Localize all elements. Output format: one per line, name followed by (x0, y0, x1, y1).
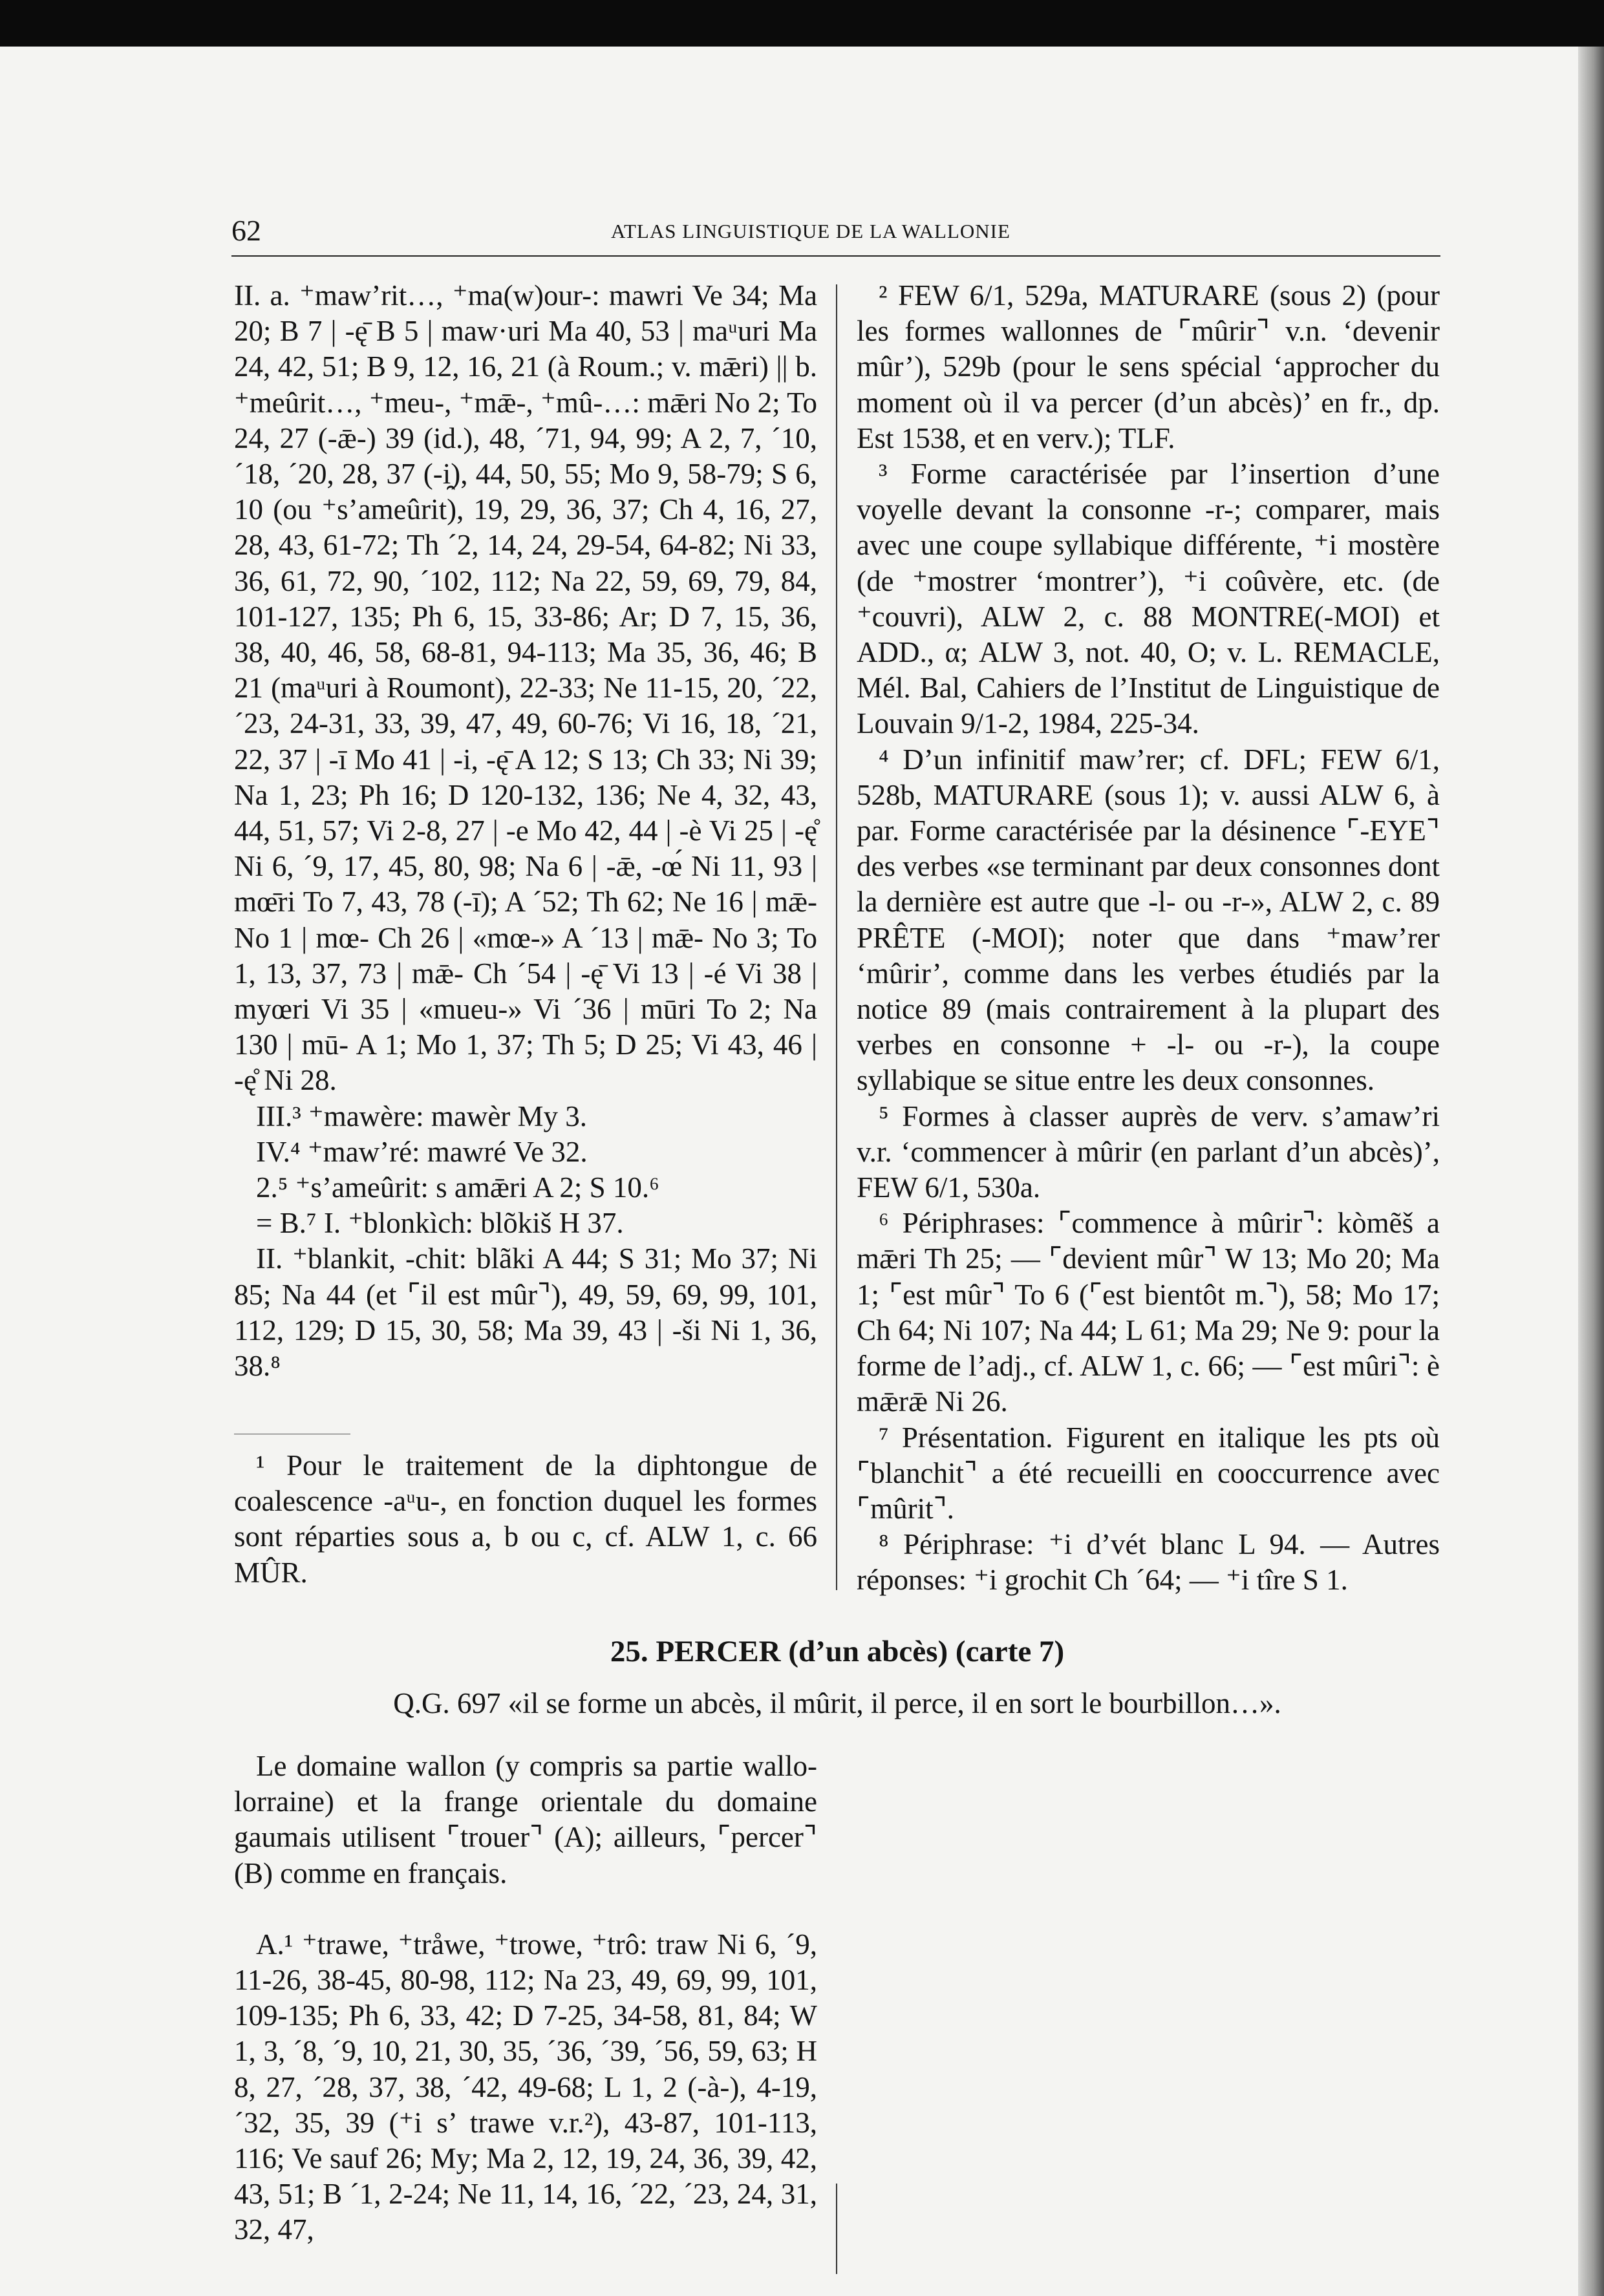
right-column-notes (857, 278, 1440, 1597)
page-number: 62 (231, 214, 261, 247)
section-question: Q.G. 697 «il se forme un abcès, il mûrit, il perce, il en sort le bourbillon…». (393, 1687, 1281, 1719)
entry-iii: III.³ ⁺mawère: mawèr My 3. (256, 1100, 588, 1132)
scan-top-border (0, 0, 1604, 47)
entry-2: 2.⁵ ⁺s’ameûrit: s amǣri A 2; S 10.⁶ (256, 1171, 659, 1204)
note-5: ⁵ Formes à classer auprès de verv. s’amaw’ri v.r. ‘commencer à mûrir (en parlant d’un abcès)’, FEW 6/1, 530a. (857, 1100, 1440, 1204)
section-entry-a: A.¹ ⁺trawe, ⁺tråwe, ⁺trowe, ⁺trô: traw Ni 6, ´9, 11-26, 38-45, 80-98, 112; Na 23, 49, 69, 99, 101, 109-135; Ph 6, 33, 42; D 7-25, 34-58, 81, 84; W 1, 3, ´8, ´9, 10, 21, 30, 35, ´36, ´39, ´56, 59, 63; H 8, 27, ´28, 37, 38, ´42, 49-68; L 1, 2 (-à-), 4-19, ´32, 35, 39 (⁺i s’ trawe v.r.²), 43-87, 101-113, 116; Ve sauf 26; My; Ma 2, 12, 19, 24, 36, 39, 42, 43, 51; B ´1, 2-24; Ne 11, 14, 16, ´22, ´23, 24, 31, 32, 47, (234, 1928, 817, 2246)
section-right-column (857, 1749, 1440, 2279)
note-4: ⁴ D’un infinitif maw’rer; cf. DFL; FEW 6/1, 528b, MATURARE (sous 1); v. aussi ALW 6, à par. Forme caractérisée par la désinence ⌜-EYE⌝ des verbes «se terminant par deux consonnes dont la dernière est autre que -l- ou -r-», ALW 2, c. 89 PRÊTE (-MOI); noter que dans ⁺maw’rer ‘mûrir’, comme dans les verbes étudiés par la notice 89 (mais contrairement à la plupart des verbes en consonne + -l- ou -r-), la coupe syllabique se situe entre les deux consonnes. (857, 743, 1440, 1097)
entry-b-i: = B.⁷ I. ⁺blonkìch: blõkiš H 37. (256, 1207, 624, 1240)
note-8: ⁸ Périphrase: ⁺i d’vét blanc L 94. — Autres réponses: ⁺i grochit Ch ´64; — ⁺i tîre S 1. (857, 1528, 1440, 1597)
note-7: ⁷ Présentation. Figurent en italique les pts où ⌜blanchit⌝ a été recueilli en cooccurrence avec ⌜mûrit⌝. (857, 1421, 1440, 1525)
left-column-entries (234, 278, 817, 1429)
column-divider (836, 2184, 837, 2274)
note-3: ³ Forme caractérisée par l’insertion d’une voyelle devant la consonne -r-; comparer, mais avec une coupe syllabique différente, ⁺i mostère (de ⁺mostrer ‘montrer’), ⁺i coûvère, etc. (de ⁺couvri), ALW 2, c. 88 MONTRE(-MOI) et ADD., α; ALW 3, not. 40, O; v. L. REMACLE, Mél. Bal, Cahiers de l’Institut de Linguistique de Louvain 9/1-2, 1984, 225-34. (857, 458, 1440, 740)
column-divider (836, 284, 837, 1590)
entry-ii: II. a. ⁺maw’rit…, ⁺ma(w)our-: mawri Ve 34; Ma 20; B 7 | -ę̄ B 5 | maw·uri Ma 40, 53 | maᵘuri Ma 24, 42, 51; B 9, 12, 16, 21 (à Roum.; v. mǣri) || b. ⁺meûrit…, ⁺meu-, ⁺mǣ-, ⁺mû-…: mǣri No 2; To 24, 27 (-ǣ-) 39 (id.), 48, ´71, 94, 99; A 2, 7, ´10, ´18, ´20, 28, 37 (-i̯), 44, 50, 55; Mo 9, 58-79; S 6, 10 (ou ⁺s’ameûrit), 19, 29, 36, 37; Ch 4, 16, 27, 28, 43, 61-72; Th ´2, 14, 24, 29-54, 64-82; Ni 33, 36, 61, 72, 90, ´102, 112; Na 22, 59, 69, 79, 84, 101-127, 135; Ph 6, 15, 33-86; Ar; D 7, 15, 36, 38, 40, 46, 58, 68-81, 94-113; Ma 35, 36, 46; B 21 (maᵘuri à Roumont), 22-33; Ne 11-15, 20, ´22, ´23, 24-31, 33, 39, 47, 49, 60-76; Vi 16, 18, ´21, 22, 37 | -ī Mo 41 | -i, -ę̄ A 12; S 13; Ch 33; Ni 39; Na 1, 23; Ph 16; D 120-132, 136; Ne 4, 32, 43, 44, 51, 57; Vi 2-8, 27 | -e Mo 42, 44 | -è Vi 25 | -ę̊ Ni 6, ´9, 17, 45, 80, 98; Na 6 | -ǣ, -œ́ Ni 11, 93 | mœ̄ri To 7, 43, 78 (-ī); A ´52; Th 62; Ne 16 | mǣ- No 1 | mœ- Ch 26 | «mœ-» A ´13 | mǣ- No 3; To 1, 13, 37, 73 | mǣ- Ch ´54 | -ę̄ Vi 13 | -é Vi 38 | myœri Vi 35 | «mueu-» Vi ´36 | mūri To 2; Na 130 | mū- A 1; Mo 1, 37; Th 5; D 25; Vi 43, 46 | -ę̊ Ni 28. (234, 279, 817, 1097)
section-intro: Le domaine wallon (y compris sa partie wallo-lorraine) et la frange orientale du domaine gaumais utilisent ⌜trouer⌝ (A); ailleurs, ⌜percer⌝ (B) comme en français. (234, 1750, 817, 1889)
entry-b-ii: II. ⁺blankit, -chit: blãki A 44; S 31; Mo 37; Ni 85; Na 44 (et ⌜il est mûr⌝), 49, 59, 69, 99, 101, 112, 129; D 15, 30, 58; Ma 39, 43 | -ši Ni 1, 36, 38.⁸ (234, 1242, 817, 1383)
running-title: ATLAS LINGUISTIQUE DE LA WALLONIE (611, 220, 1011, 242)
section-left-column (234, 1749, 817, 2279)
entry-iv: IV.⁴ ⁺maw’ré: mawré Ve 32. (256, 1135, 588, 1168)
note-2: ² FEW 6/1, 529a, MATURARE (sous 2) (pour les formes wallonnes de ⌜mûrir⌝ v.n. ‘devenir mûr’), 529b (pour le sens spécial ‘approcher du moment où il va percer (d’un abcès)’ en fr., dp. Est 1538, et en verv.); TLF. (857, 279, 1440, 454)
paragraph-gap (234, 1891, 817, 1927)
footnote-area (234, 1448, 817, 1597)
footnote-1: ¹ Pour le traitement de la diphtongue de coalescence -aᵘu-, en fonction duquel les formes sont réparties sous a, b ou c, cf. ALW 1, c. 66 MÛR. (234, 1449, 817, 1589)
section-title: 25. PERCER (d’un abcès) (carte 7) (610, 1635, 1065, 1668)
scan-right-edge (1578, 47, 1604, 2296)
header-rule (231, 255, 1440, 257)
note-6: ⁶ Périphrases: ⌜commence à mûrir⌝: kòmẽš a mǣri Th 25; — ⌜devient mûr⌝ W 13; Mo 20; Ma 1; ⌜est mûr⌝ To 6 (⌜est bientôt m.⌝), 58; Mo 17; Ch 64; Ni 107; Na 44; L 61; Ma 29; Ne 9: pour la forme de l’adj., cf. ALW 1, c. 66; — ⌜est mûri⌝: è mǣrǣ Ni 26. (857, 1207, 1440, 1418)
